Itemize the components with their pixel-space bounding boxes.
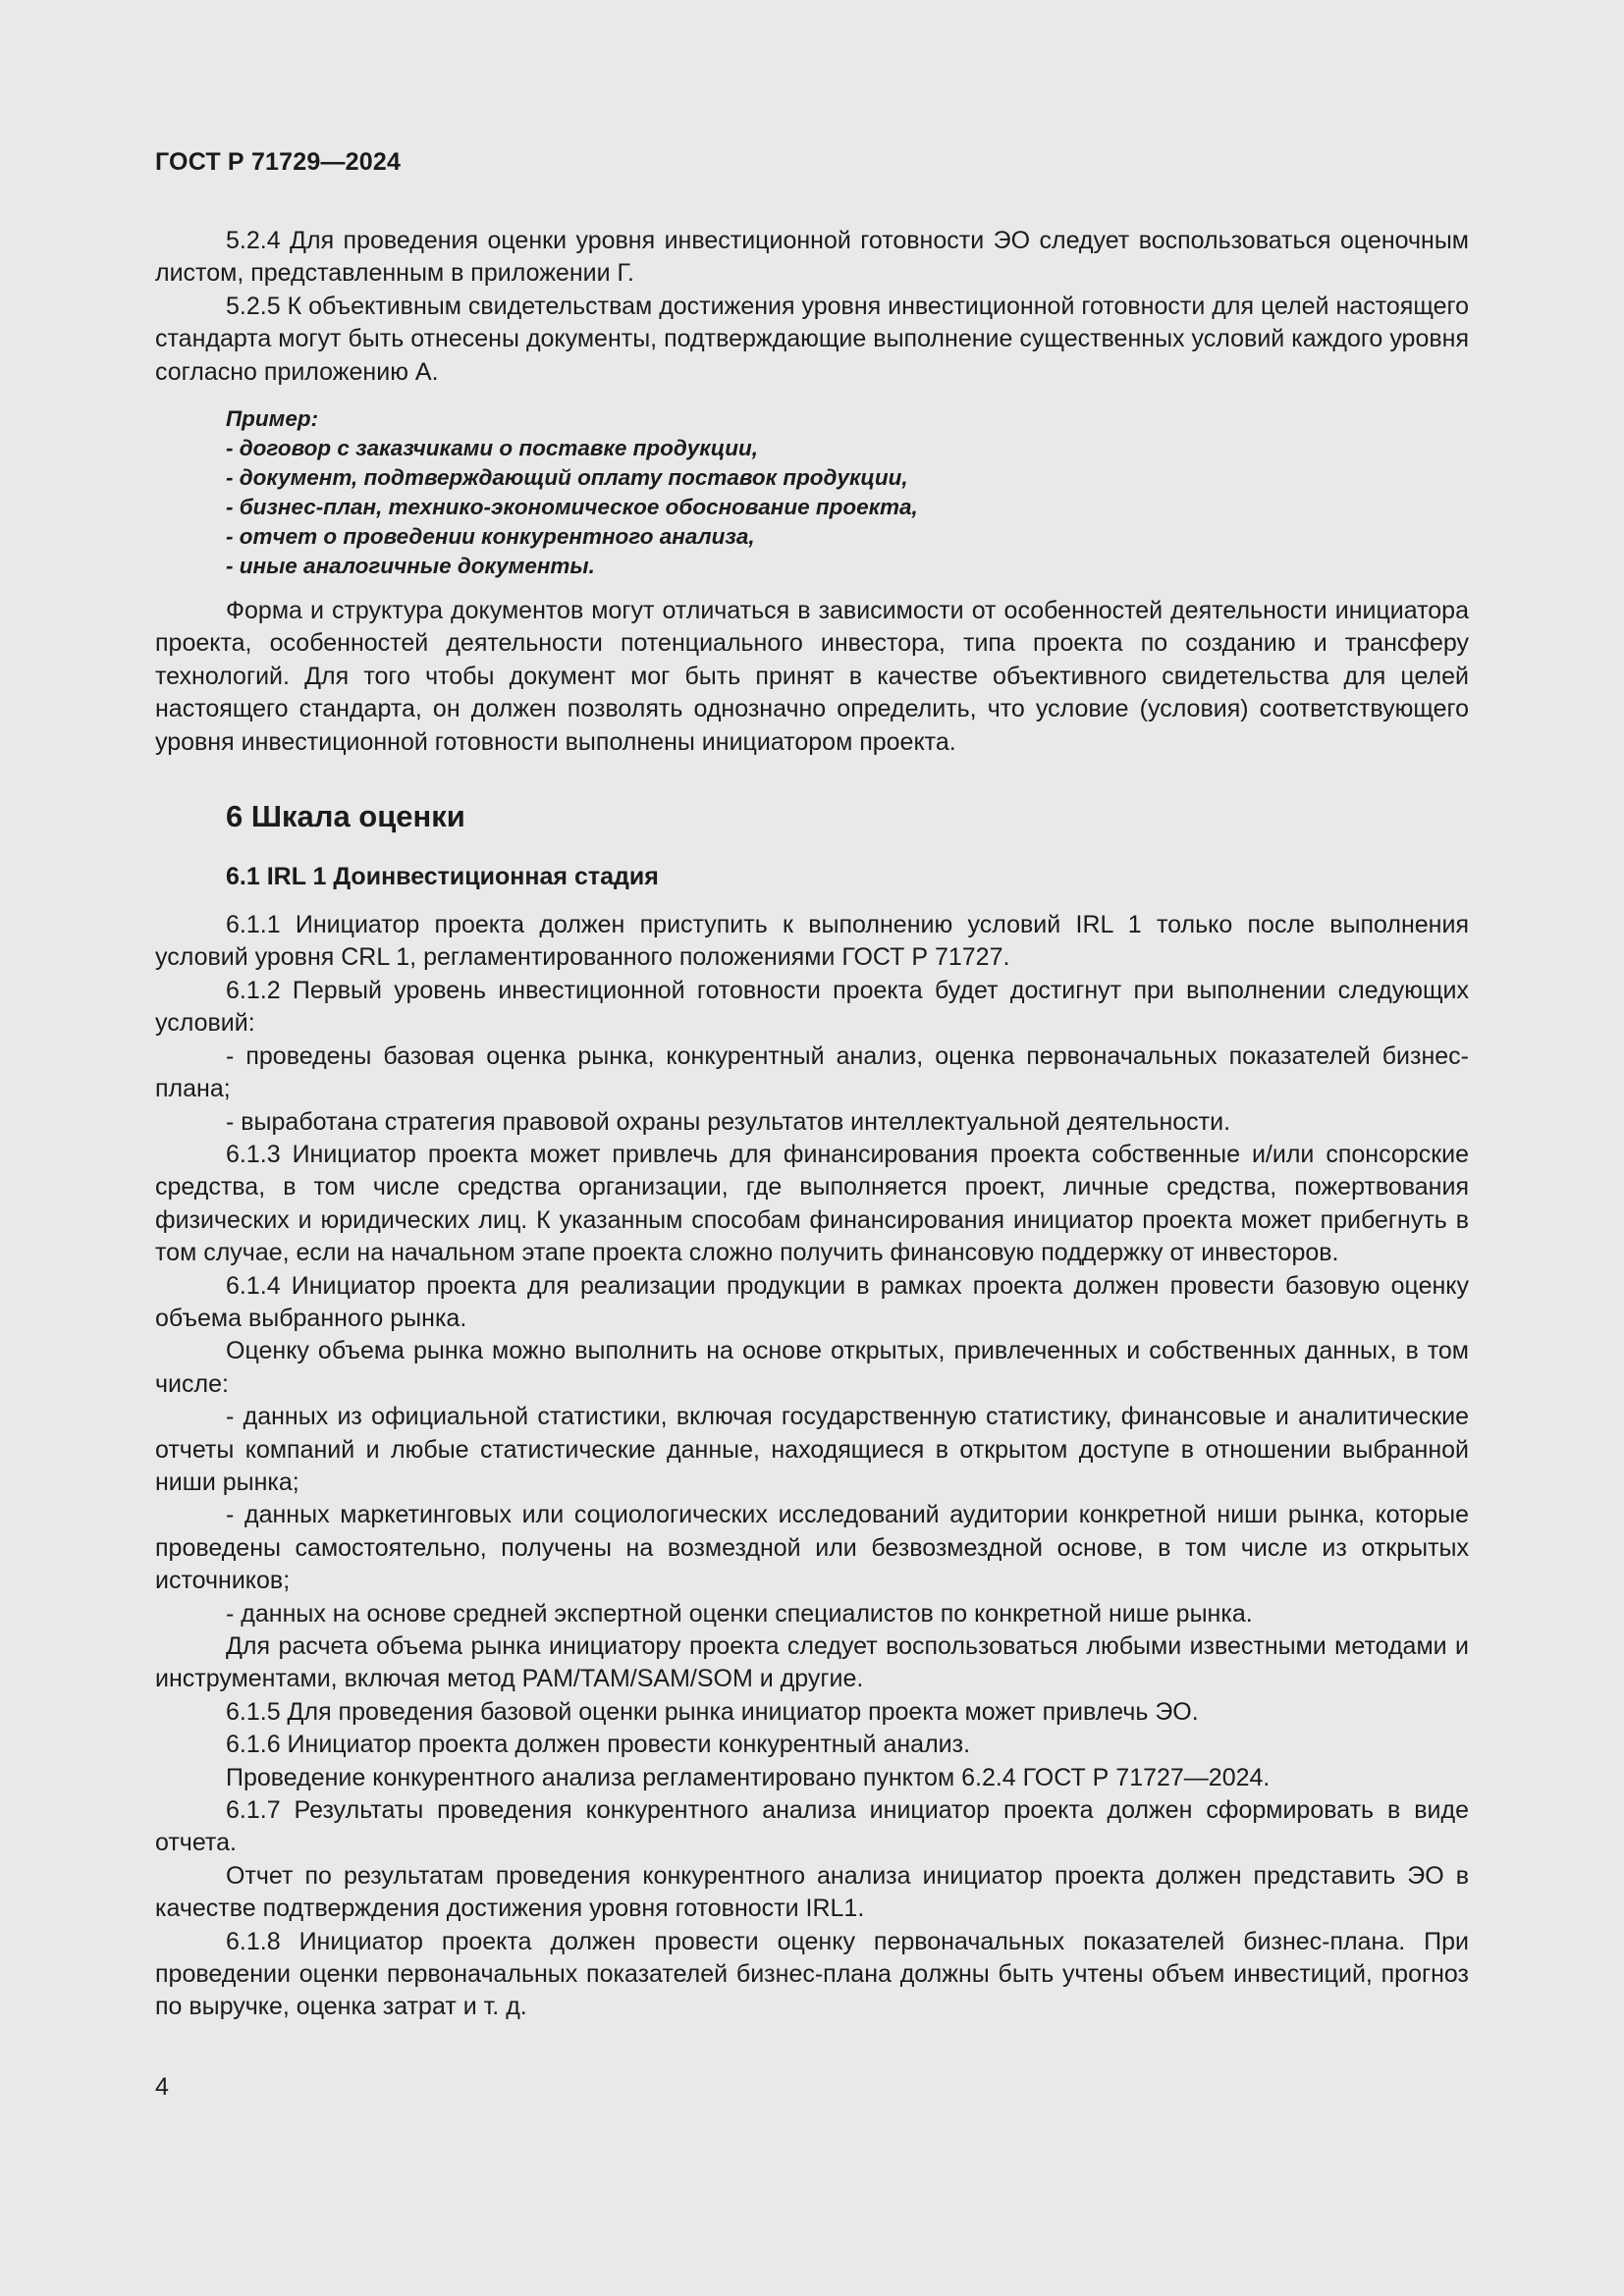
list-item-data-source: - данных маркетинговых или социологических исследований аудитории конкретной ниши рынка, которые проведены самостоятельно, получены на возмездной или безвозмездной основе, в том числе из открытых источников; <box>155 1501 1469 1595</box>
list-item-condition: - выработана стратегия правовой охраны результатов интеллектуальной деятельности. <box>226 1107 1231 1136</box>
list-item-condition: - проведены базовая оценка рынка, конкурентный анализ, оценка первоначальных показателей бизнес-плана; <box>155 1041 1469 1103</box>
paragraph-market-estimate: Оценку объема рынка можно выполнить на основе открытых, привлеченных и собственных данных, в том числе: <box>155 1337 1469 1398</box>
paragraph-6-1-6: 6.1.6 Инициатор проекта должен провести конкурентный анализ. <box>226 1731 971 1759</box>
paragraph-6-1-7: 6.1.7 Результаты проведения конкурентного анализа инициатор проекта должен сформировать в виде отчета. <box>155 1796 1469 1857</box>
paragraph-6-1-2: 6.1.2 Первый уровень инвестиционной готовности проекта будет достигнут при выполнении следующих условий: <box>155 976 1469 1038</box>
paragraph-market-methods: Для расчета объема рынка инициатору проекта следует воспользоваться любыми известными методами и инструментами, включая метод PAM/TAM/SAM/SOM и другие. <box>155 1632 1469 1693</box>
paragraph-competitive-analysis: Проведение конкурентного анализа регламентировано пунктом 6.2.4 ГОСТ Р 71727—2024. <box>226 1763 1271 1791</box>
paragraph-6-1-8: 6.1.8 Инициатор проекта должен провести оценку первоначальных показателей бизнес-плана. При проведении оценки первоначальных показателей бизнес-плана должны быть учтены объем инвестиций, прогноз по выручке, оценка затрат и т. д. <box>155 1927 1469 2021</box>
paragraph-6-1-4: 6.1.4 Инициатор проекта для реализации продукции в рамках проекта должен провести базовую оценку объема выбранного рынка. <box>155 1271 1469 1332</box>
paragraph-6-1-1: 6.1.1 Инициатор проекта должен приступить к выполнению условий IRL 1 только после выполнения условий уровня CRL 1, регламентированного положениями ГОСТ Р 71727. <box>155 911 1469 972</box>
section-title: 6 Шкала оценки <box>226 799 465 834</box>
paragraph-document-form: Форма и структура документов могут отличаться в зависимости от особенностей деятельности инициатора проекта, особенностей деятельности потенциального инвестора, типа проекта по созданию и трансферу технологий. Для того чтобы документ мог быть принят в качестве объективного свидетельства для целей настоящего стандарта, он должен позволять однозначно определить, что условие (условия) соответствующего уровня инвестиционной готовности выполнены инициатором проекта. <box>155 597 1469 756</box>
paragraph-5-2-4: 5.2.4 Для проведения оценки уровня инвестиционной готовности ЭО следует воспользоваться оценочным листом, представленным в приложении Г. <box>155 227 1469 288</box>
paragraph-6-1-5: 6.1.5 Для проведения базовой оценки рынка инициатор проекта может привлечь ЭО. <box>226 1697 1199 1726</box>
paragraph-report: Отчет по результатам проведения конкурентного анализа инициатор проекта должен представить ЭО в качестве подтверждения достижения уровня готовности IRL1. <box>155 1861 1469 1923</box>
example-item: - договор с заказчиками о поставке продукции, <box>226 436 758 461</box>
example-item: - иные аналогичные документы. <box>226 554 595 579</box>
list-item-data-source: - данных из официальной статистики, включая государственную статистику, финансовые и аналитические отчеты компаний и любые статистические данные, находящиеся в открытом доступе в отношении выбранной ниши рынка; <box>155 1403 1469 1496</box>
page-number: 4 <box>155 2073 169 2101</box>
example-item: - отчет о проведении конкурентного анализа, <box>226 524 755 550</box>
standard-header: ГОСТ Р 71729—2024 <box>155 148 402 176</box>
document-body <box>155 225 1469 2024</box>
paragraph-5-2-5: 5.2.5 К объективным свидетельствам достижения уровня инвестиционной готовности для целей настоящего стандарта могут быть отнесены документы, подтверждающие выполнение существенных условий каждого уровня согласно приложению А. <box>155 292 1469 386</box>
example-title: Пример: <box>226 406 319 432</box>
subsection-title: 6.1 IRL 1 Доинвестиционная стадия <box>226 863 659 891</box>
example-block <box>226 404 1469 581</box>
example-item: - документ, подтверждающий оплату поставок продукции, <box>226 465 908 491</box>
paragraph-6-1-3: 6.1.3 Инициатор проекта может привлечь для финансирования проекта собственные и/или спонсорские средства, в том числе средства организации, где выполняется проект, личные средства, пожертвования физических и юридических лиц. К указанным способам финансирования инициатор проекта может прибегнуть в том случае, если на начальном этапе проекта сложно получить финансовую поддержку от инвесторов. <box>155 1140 1469 1267</box>
example-item: - бизнес-план, технико-экономическое обоснование проекта, <box>226 495 918 520</box>
list-item-data-source: - данных на основе средней экспертной оценки специалистов по конкретной нише рынка. <box>226 1599 1253 1628</box>
